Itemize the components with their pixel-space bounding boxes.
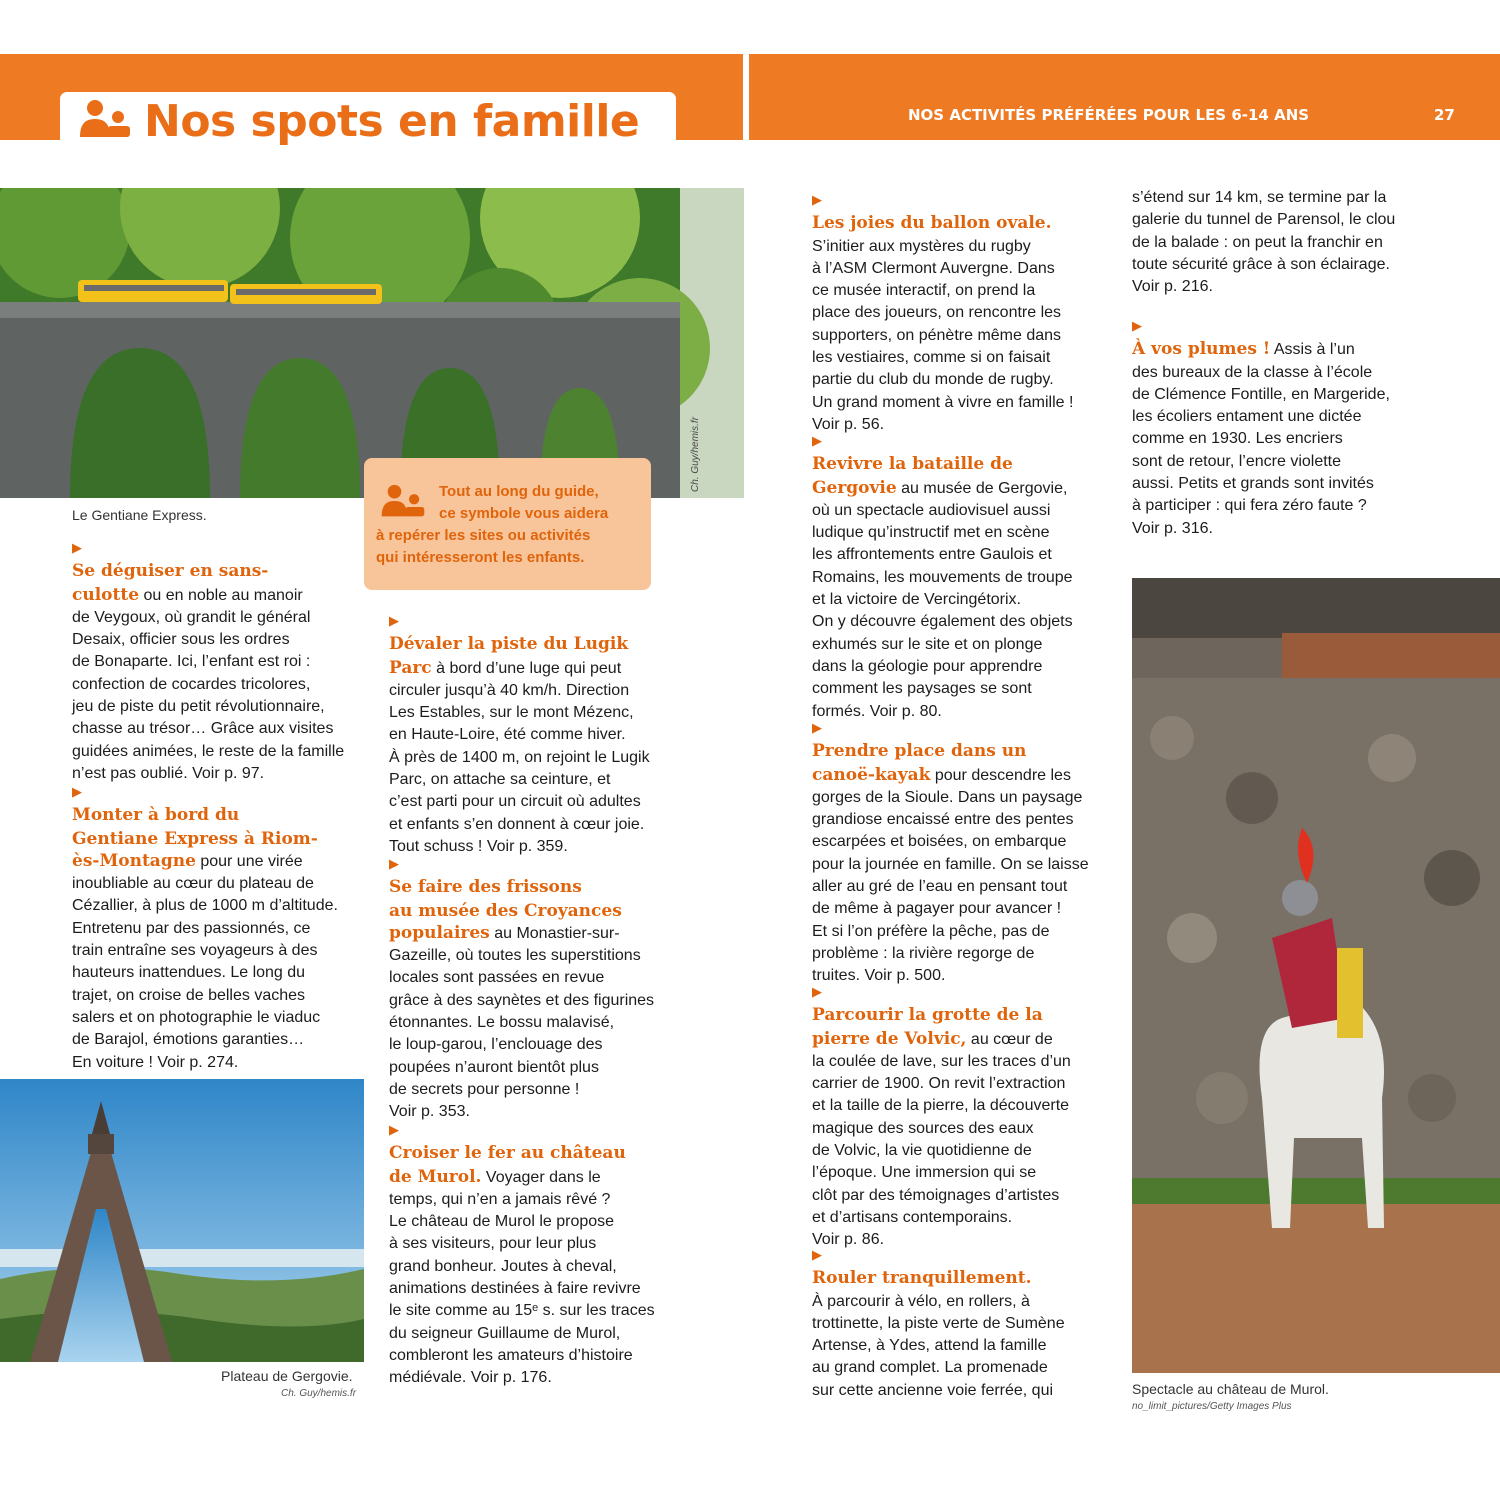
family-icon [78, 99, 132, 139]
article-rouler-suite: s’étend sur 14 km, se termine par la galerie du tunnel de Parensol, le clou de la balade : on peut la franchir en toute sécurité grâce à son éclairage. Voir p. 216. [1132, 189, 1396, 296]
credit-train: Ch. Guy/hemis.fr [690, 416, 701, 492]
callout-line: à repérer les sites ou activités [376, 527, 591, 544]
callout-line: qui intéresseront les enfants. [376, 549, 585, 566]
article-ballon-ovale: ▶ Les joies du ballon ovale. S’initier aux mystères du rugby à l’ASM Clermont Auvergne. Dans ce musée interactif, on prend la place des joueurs, on rencontre les supporters, on pénètre même dans les vestiaires, comme si on faisait partie du club du monde de rugby. Un grand moment à vivre en famille ! Voir p. 56. [812, 190, 1073, 436]
page-number: 27 [1434, 106, 1455, 124]
photo-train-viaduct [0, 188, 744, 498]
triangle-bullet-icon: ▶ [812, 434, 822, 449]
triangle-bullet-icon: ▶ [812, 721, 822, 736]
article-canoe-kayak: ▶ Prendre place dans un canoë-kayak pour descendre les gorges de la Sioule. Dans un paysage grandiose encaissé entre des pentes escarpées et boisées, on embarque pour la journée en famille. On se laisse aller au gré de l’eau en pensant tout de même à pagayer pour avancer ! Et si l’on préfère la pêche, pas de problème : la rivière regorge de truites. Voir p. 500. [812, 718, 1089, 988]
triangle-bullet-icon: ▶ [389, 857, 399, 872]
article-croyances-populaires: ▶ Se faire des frissons au musée des Croyances populaires au Monastier-sur- Gazeille, où toutes les superstitions locales sont passées en revue grâce à des saynètes et des figurines étonnantes. Le bossu malavisé, le loup-garou, l’enclouage des poupées n’auront bientôt plus de secrets pour personne ! Voir p. 353. [389, 854, 654, 1124]
family-icon [380, 483, 426, 519]
article-lugik-parc: ▶ Dévaler la piste du Lugik Parc à bord d’une luge qui peut circuler jusqu’à 40 km/h. Direction Les Estables, sur le mont Mézenc, en Haute-Loire, été comme hiver. À près de 1400 m, on rejoint le Lugik Parc, on attache sa ceinture, et c’est parti pour un circuit où adultes et enfants s’en donnent à cœur joie. Tout schuss ! Voir p. 359. [389, 611, 650, 858]
section-title: NOS ACTIVITÉS PRÉFÉRÉES POUR LES 6-14 ANS [908, 106, 1310, 124]
photo-gergovie [0, 1079, 364, 1362]
triangle-bullet-icon: ▶ [1132, 319, 1142, 334]
caption-train: Le Gentiane Express. [72, 507, 207, 523]
callout-line: ce symbole vous aidera [439, 505, 609, 522]
callout-line: Tout au long du guide, [439, 483, 599, 500]
credit-gergovie: Ch. Guy/hemis.fr [281, 1388, 357, 1399]
credit-murol: no_limit_pictures/Getty Images Plus [1132, 1401, 1292, 1412]
caption-murol: Spectacle au château de Murol. [1132, 1381, 1329, 1397]
triangle-bullet-icon: ▶ [812, 193, 822, 208]
article-a-vos-plumes: ▶ À vos plumes ! Assis à l’un des bureaux de la classe à l’école de Clémence Fontille, en Margeride, les écoliers entament une dictée comme en 1930. Les encriers sont de retour, l’encre violette aussi. Petits et grands sont invités à participer : qui fera zéro faute ? Voir p. 316. [1132, 316, 1390, 540]
triangle-bullet-icon: ▶ [389, 614, 399, 629]
article-rouler-tranquillement: ▶ Rouler tranquillement. À parcourir à vélo, en rollers, à trottinette, la piste verte de Sumène Artense, à Ydes, attend la famille au grand complet. La promenade sur cette ancienne voie ferrée, qui [812, 1245, 1065, 1402]
triangle-bullet-icon: ▶ [389, 1123, 399, 1138]
triangle-bullet-icon: ▶ [812, 985, 822, 1000]
article-gergovie: ▶ Revivre la bataille de Gergovie au musée de Gergovie, où un spectacle audiovisuel aussi ludique qu’instructif met en scène les affrontements entre Gaulois et Romains, les mouvements de troupe et la victoire de Vercingétorix. On y découvre également des objets exhumés sur le site et on plonge dans la géologie pour apprendre comment les paysages se sont formés. Voir p. 80. [812, 431, 1073, 723]
caption-gergovie: Plateau de Gergovie. [221, 1368, 353, 1384]
triangle-bullet-icon: ▶ [72, 785, 82, 800]
page-title: Nos spots en famille [144, 96, 640, 147]
triangle-bullet-icon: ▶ [72, 541, 82, 556]
photo-murol-knight [1132, 578, 1500, 1373]
article-chateau-murol: ▶ Croiser le fer au château de Murol. Voyager dans le temps, qui n’en a jamais rêvé ? Le château de Murol le propose à ses visiteurs, pour leur plus grand bonheur. Joutes à cheval, animations destinées à faire revivre le site comme au 15ᵉ s. sur les traces du seigneur Guillaume de Murol, combleront les amateurs d’histoire médiévale. Voir p. 176. [389, 1120, 655, 1390]
triangle-bullet-icon: ▶ [812, 1248, 822, 1263]
article-pierre-volvic: ▶ Parcourir la grotte de la pierre de Volvic, au cœur de la coulée de lave, sur les traces d’un carrier de 1900. On revit l’extraction et la taille de la pierre, la découverte magique des sources des eaux de Volvic, la vie quotidienne de l’époque. Une immersion qui se clôt par des témoignages d’artistes et d’artisans contemporains. Voir p. 86. [812, 982, 1071, 1252]
article-deguiser: ▶ Se déguiser en sans- culotte ou en noble au manoir de Veygoux, où grandit le général Desaix, officier sous les ordres de Bonaparte. Ici, l’enfant est roi : confection de cocardes tricolores, jeu de piste du petit révolutionnaire, chasse au trésor… Grâce aux visites guidées animées, le reste de la famille n’est pas oublié. Voir p. 97. [72, 538, 344, 785]
article-gentiane-express: ▶ Monter à bord du Gentiane Express à Riom- ès-Montagne pour une virée inoubliable au cœur du plateau de Cézallier, à plus de 1000 m d’altitude. Entretenu par des passionnés, ce train entraîne ses voyageurs à des hauteurs inattendues. Le long du trajet, on croise de belles vaches salers et on photographie le viaduc de Barajol, émotions garanties… En voiture ! Voir p. 274. [72, 782, 338, 1074]
